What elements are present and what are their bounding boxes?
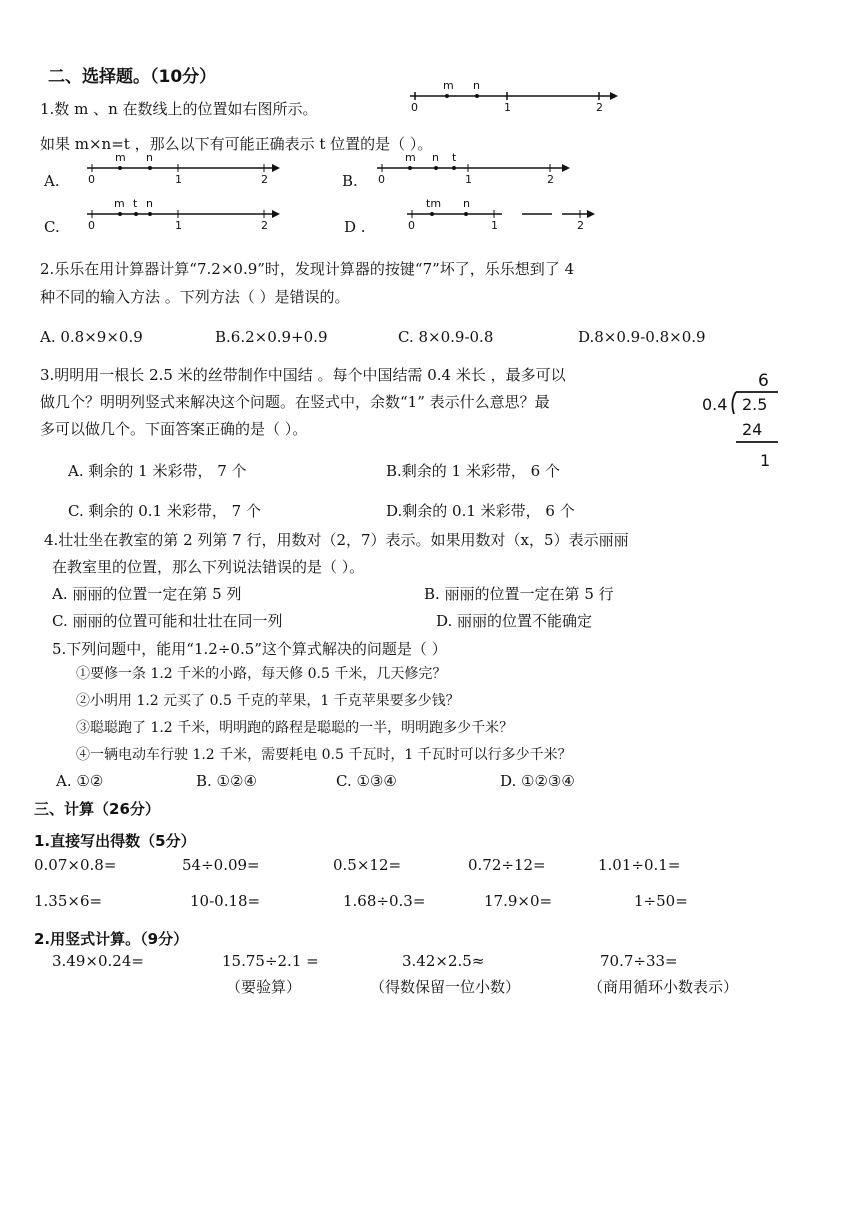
q1-option-b-label[interactable]: B. bbox=[342, 172, 358, 190]
calc-3[interactable]: 0.5×12= bbox=[333, 856, 402, 874]
calc-4[interactable]: 0.72÷12= bbox=[468, 856, 546, 874]
svg-text:0: 0 bbox=[378, 173, 385, 186]
svg-text:1: 1 bbox=[175, 219, 182, 232]
note-verify: （要验算） bbox=[226, 978, 302, 996]
q4-option-a[interactable]: A. 丽丽的位置一定在第 5 列 bbox=[52, 585, 242, 603]
svg-text:t: t bbox=[452, 151, 457, 164]
svg-text:m: m bbox=[115, 151, 126, 164]
q5-option-a[interactable]: A. ①② bbox=[56, 772, 104, 790]
svg-text:t: t bbox=[133, 197, 138, 210]
q3-long-division bbox=[700, 368, 785, 473]
q1-option-c-number-line[interactable] bbox=[82, 198, 287, 234]
svg-text:0: 0 bbox=[88, 219, 95, 232]
section3-part2-title: 2.用竖式计算。（9分） bbox=[34, 930, 189, 948]
vertical-calc-3[interactable]: 3.42×2.5≈ bbox=[402, 952, 485, 970]
q1-option-d-label[interactable]: D . bbox=[344, 218, 366, 236]
svg-text:1: 1 bbox=[491, 219, 498, 232]
q5-item-1: ①要修一条 1.2 千米的小路，每天修 0.5 千米，几天修完？ bbox=[76, 666, 447, 682]
svg-text:1: 1 bbox=[465, 173, 472, 186]
svg-text:6: 6 bbox=[758, 371, 769, 391]
q2-line2: 种不同的输入方法 。下列方法（ ）是错误的。 bbox=[40, 288, 350, 306]
svg-text:n: n bbox=[463, 197, 470, 210]
q5-option-c[interactable]: C. ①③④ bbox=[336, 772, 397, 790]
q3-line3: 多可以做几个。下面答案正确的是（ ）。 bbox=[40, 420, 308, 438]
svg-text:2: 2 bbox=[261, 219, 268, 232]
note-round: （得数保留一位小数） bbox=[370, 978, 521, 996]
q4-option-c[interactable]: C. 丽丽的位置可能和壮壮在同一列 bbox=[52, 612, 283, 630]
vertical-calc-1[interactable]: 3.49×0.24= bbox=[52, 952, 144, 970]
svg-text:0: 0 bbox=[88, 173, 95, 186]
q4-line2: 在教室里的位置，那么下列说法错误的是（ ）。 bbox=[52, 558, 365, 576]
q3-line1: 3.明明用一根长 2.5 米的丝带制作中国结 。每个中国结需 0.4 米长 ，最多可以 bbox=[40, 366, 566, 384]
q2-option-b[interactable]: B.6.2×0.9+0.9 bbox=[215, 328, 328, 346]
q3-option-a[interactable]: A. 剩余的 1 米彩带， 7 个 bbox=[68, 462, 247, 480]
svg-text:n: n bbox=[146, 197, 153, 210]
svg-text:2: 2 bbox=[577, 219, 584, 232]
q5-item-4: ④一辆电动车行驶 1.2 千米，需要耗电 0.5 千瓦时，1 千瓦时可以行多少千米？ bbox=[76, 747, 572, 763]
q2-line1: 2.乐乐在用计算器计算“7.2×0.9”时，发现计算器的按键“7”坏了，乐乐想到了 4 bbox=[40, 260, 575, 278]
ref-label-0: 0 bbox=[411, 101, 418, 114]
q2-option-a[interactable]: A. 0.8×9×0.9 bbox=[40, 328, 143, 346]
q1-option-b-number-line[interactable] bbox=[372, 152, 577, 188]
svg-text:2: 2 bbox=[261, 173, 268, 186]
ref-label-m: m bbox=[443, 79, 454, 92]
ref-label-n: n bbox=[473, 79, 480, 92]
q1-line2: 如果 m×n=t ，那么以下有可能正确表示 t 位置的是（ ）。 bbox=[40, 135, 433, 153]
note-repeating: （商用循环小数表示） bbox=[588, 978, 739, 996]
section3-part1-title: 1.直接写出得数（5分） bbox=[34, 832, 196, 850]
vertical-calc-2[interactable]: 15.75÷2.1 = bbox=[222, 952, 319, 970]
q1-option-c-label[interactable]: C. bbox=[44, 218, 60, 236]
vertical-calc-4[interactable]: 70.7÷33= bbox=[600, 952, 678, 970]
svg-text:0: 0 bbox=[408, 219, 415, 232]
q2-option-d[interactable]: D.8×0.9-0.8×0.9 bbox=[578, 328, 706, 346]
q1-line1: 1.数 m 、n 在数线上的位置如右图所示。 bbox=[40, 100, 318, 118]
ref-label-1: 1 bbox=[504, 101, 511, 114]
svg-text:m: m bbox=[405, 151, 416, 164]
svg-text:0.4: 0.4 bbox=[702, 395, 728, 414]
q1-reference-number-line bbox=[405, 80, 620, 116]
q5-option-b[interactable]: B. ①②④ bbox=[196, 772, 257, 790]
section2-title: 二、选择题。（10分） bbox=[48, 67, 217, 87]
svg-text:m: m bbox=[114, 197, 125, 210]
svg-text:tm: tm bbox=[426, 197, 442, 210]
calc-8[interactable]: 1.68÷0.3= bbox=[343, 892, 426, 910]
calc-10[interactable]: 1÷50= bbox=[634, 892, 688, 910]
calc-1[interactable]: 0.07×0.8= bbox=[34, 856, 117, 874]
calc-5[interactable]: 1.01÷0.1= bbox=[598, 856, 681, 874]
svg-text:1: 1 bbox=[175, 173, 182, 186]
q1-option-d-number-line[interactable] bbox=[402, 198, 602, 234]
q2-option-c[interactable]: C. 8×0.9-0.8 bbox=[398, 328, 494, 346]
q5-option-d[interactable]: D. ①②③④ bbox=[500, 772, 575, 790]
svg-text:24: 24 bbox=[742, 420, 763, 439]
q1-option-a-label[interactable]: A. bbox=[44, 172, 60, 190]
q4-line1: 4.壮壮坐在教室的第 2 列第 7 行，用数对（2，7）表示。如果用数对（x，5）表示丽丽 bbox=[44, 531, 629, 549]
calc-7[interactable]: 10-0.18= bbox=[190, 892, 261, 910]
svg-text:n: n bbox=[432, 151, 439, 164]
q5-item-2: ②小明用 1.2 元买了 0.5 千克的苹果，1 千克苹果要多少钱？ bbox=[76, 693, 460, 709]
calc-2[interactable]: 54÷0.09= bbox=[182, 856, 260, 874]
svg-text:2.5: 2.5 bbox=[742, 395, 768, 414]
q3-option-c[interactable]: C. 剩余的 0.1 米彩带， 7 个 bbox=[68, 502, 261, 520]
q3-option-b[interactable]: B.剩余的 1 米彩带， 6 个 bbox=[386, 462, 560, 480]
q3-option-d[interactable]: D.剩余的 0.1 米彩带， 6 个 bbox=[386, 502, 575, 520]
calc-9[interactable]: 17.9×0= bbox=[484, 892, 553, 910]
svg-text:1: 1 bbox=[760, 451, 771, 470]
svg-text:2: 2 bbox=[547, 173, 554, 186]
q4-option-d[interactable]: D. 丽丽的位置不能确定 bbox=[436, 612, 593, 630]
q5-item-3: ③聪聪跑了 1.2 千米，明明跑的路程是聪聪的一半，明明跑多少千米？ bbox=[76, 720, 514, 736]
calc-6[interactable]: 1.35×6= bbox=[34, 892, 103, 910]
svg-text:n: n bbox=[146, 151, 153, 164]
q3-line2: 做几个？明明列竖式来解决这个问题。在竖式中，余数“1” 表示什么意思？最 bbox=[40, 393, 550, 411]
section3-title: 三、计算（26分） bbox=[34, 800, 160, 818]
q1-option-a-number-line[interactable] bbox=[82, 152, 287, 188]
ref-label-2: 2 bbox=[596, 101, 603, 114]
q4-option-b[interactable]: B. 丽丽的位置一定在第 5 行 bbox=[424, 585, 614, 603]
q5-stem: 5.下列问题中，能用“1.2÷0.5”这个算式解决的问题是（ ） bbox=[52, 640, 447, 658]
